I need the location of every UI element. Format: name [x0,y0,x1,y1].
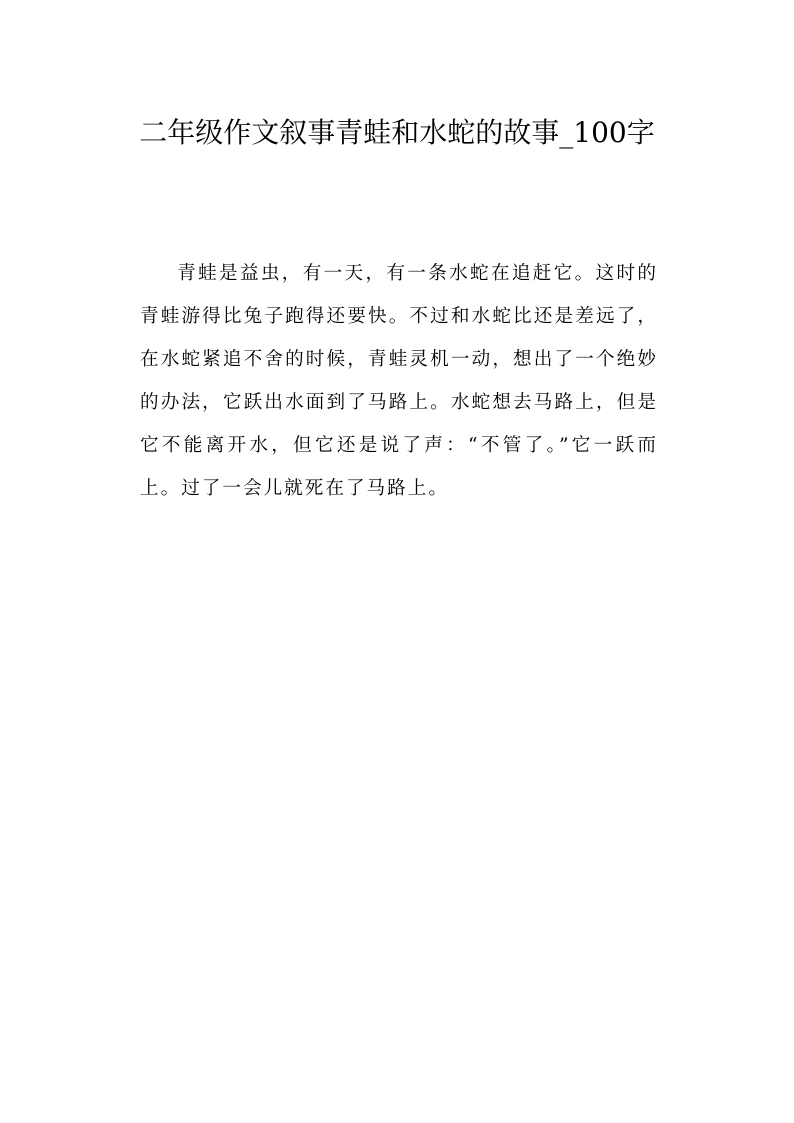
document-title: 二年级作文叙事青蛙和水蛇的故事_100字 [139,116,655,149]
story-paragraph: 青蛙是益虫，有一天，有一条水蛇在追赶它。这时的青蛙游得比兔子跑得还要快。不过和水蛇比还是差远了，在水蛇紧追不舍的时候，青蛙灵机一动，想出了一个绝妙的办法，它跃出水面到了马路上。水蛇想去马路上，但是它不能离开水，但它还是说了声：“不管了。”它一跃而上。过了一会儿就死在了马路上。 [140,263,658,499]
